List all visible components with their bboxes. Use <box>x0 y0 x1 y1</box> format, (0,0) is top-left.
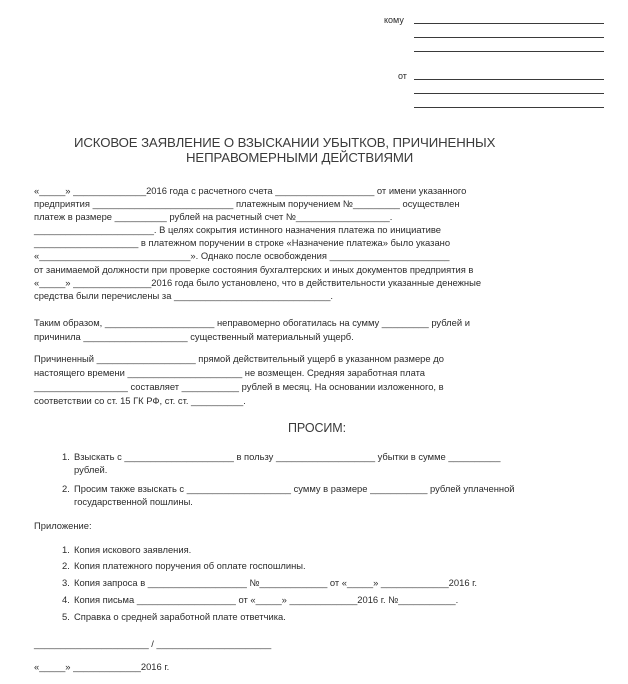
to-line-2 <box>414 37 604 38</box>
attachment-3-number: 3. <box>62 577 70 588</box>
attachment-5-number: 5. <box>62 611 70 622</box>
attachment-5-text: Справка о средней заработной плате ответчика. <box>74 611 286 622</box>
paragraph-1-line-6: «_____________________________». Однако после освобождения _______________________ <box>34 250 450 261</box>
from-label: от <box>398 71 407 81</box>
from-line-1 <box>414 79 604 80</box>
request-1-line-2: рублей. <box>74 464 108 475</box>
paragraph-1-line-1: «_____» ______________2016 года с расчетного счета ___________________ от имени указанного <box>34 185 467 196</box>
attachment-2-number: 2. <box>62 560 70 571</box>
request-1-number: 1. <box>62 451 70 462</box>
request-2-line-2: государственной пошлины. <box>74 496 193 507</box>
request-2-line-1: Просим также взыскать с ____________________ сумму в размере ___________ рублей уплаченной <box>74 483 515 494</box>
request-1-line-1: Взыскать с _____________________ в пользу ___________________ убытки в сумме __________ <box>74 451 501 462</box>
paragraph-3-line-4: соответствии со ст. 15 ГК РФ, ст. ст. __________. <box>34 395 246 406</box>
to-line-3 <box>414 51 604 52</box>
paragraph-1-line-8: «_____» _______________2016 года было установлено, что в действительности указанные денежные <box>34 277 482 288</box>
attachment-3-text: Копия запроса в ___________________ №_____________ от «_____» _____________2016 г. <box>74 577 478 588</box>
paragraph-2-line-1: Таким образом, _____________________ неправомерно обогатилась на сумму _________ рублей и <box>34 317 470 328</box>
paragraph-1-line-5: ____________________ в платежном поручении в строке «Назначение платежа» было указано <box>34 237 451 248</box>
paragraph-1-line-4: _______________________. В целях сокрытия истинного назначения платежа по инициативе <box>34 224 442 235</box>
attachment-4-number: 4. <box>62 594 70 605</box>
attachments-heading: Приложение: <box>34 520 92 531</box>
document-title-line2: НЕПРАВОМЕРНЫМИ ДЕЙСТВИЯМИ <box>186 150 414 165</box>
paragraph-1-line-3: платеж в размере __________ рублей на расчетный счет №__________________. <box>34 211 393 222</box>
attachment-1-text: Копия искового заявления. <box>74 544 192 555</box>
request-2-number: 2. <box>62 483 70 494</box>
paragraph-2-line-2: причинила ____________________ существенный материальный ущерб. <box>34 331 354 342</box>
request-heading: ПРОСИМ: <box>288 421 346 435</box>
to-line-1 <box>414 23 604 24</box>
signature-date: «_____» _____________2016 г. <box>34 661 170 672</box>
paragraph-1-line-7: от занимаемой должности при проверке состояния бухгалтерских и иных документов предприятия в <box>34 264 474 275</box>
paragraph-1-line-9: средства были перечислены за ______________________________. <box>34 290 334 301</box>
from-line-3 <box>414 107 604 108</box>
paragraph-3-line-2: настоящего времени ______________________ не возмещен. Средняя заработная плата <box>34 367 425 378</box>
attachment-2-text: Копия платежного поручения об оплате госпошлины. <box>74 560 306 571</box>
to-label: кому <box>384 15 404 25</box>
paragraph-3-line-3: __________________ составляет ___________ рублей в месяц. На основании изложенного, в <box>34 381 444 392</box>
attachment-4-text: Копия письма ___________________ от «_____» _____________2016 г. №___________. <box>74 594 459 605</box>
signature-line: ______________________ / ______________________ <box>34 638 272 649</box>
paragraph-3-line-1: Причиненный ___________________ прямой действительный ущерб в указанном размере до <box>34 353 444 364</box>
attachment-1-number: 1. <box>62 544 70 555</box>
document-title-line1: ИСКОВОЕ ЗАЯВЛЕНИЕ О ВЗЫСКАНИИ УБЫТКОВ, ПРИЧИНЕННЫХ <box>74 135 496 150</box>
from-line-2 <box>414 93 604 94</box>
paragraph-1-line-2: предприятия ___________________________ платежным поручением №_________ осуществлен <box>34 198 460 209</box>
